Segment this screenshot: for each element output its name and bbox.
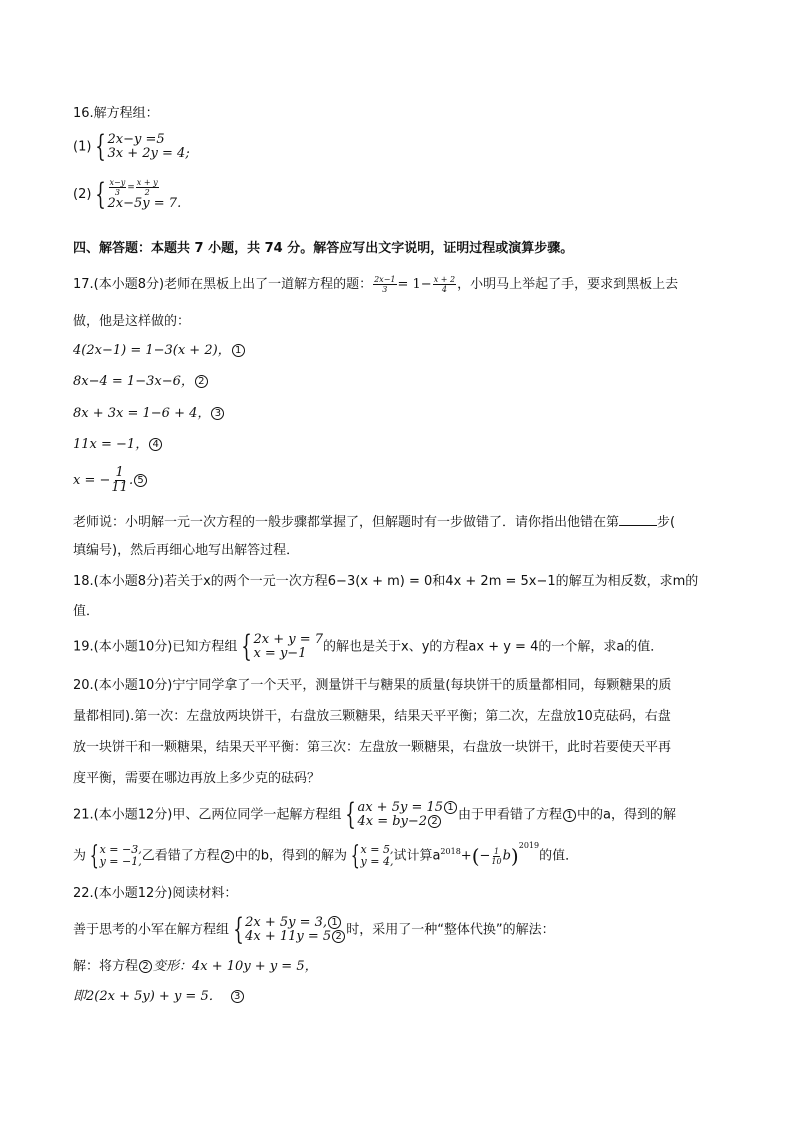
q17-step3-text: 8x + 3x = 1−6 + 4， bbox=[73, 406, 211, 421]
q17-frac2-den: 4 bbox=[441, 285, 447, 294]
q22-line3-post: 变形：4x + 10y + y = 5， bbox=[153, 959, 318, 974]
q17-line2: 做，他是这样做的： bbox=[73, 314, 191, 329]
q20-line3: 放一块饼干和一颗糖果，结果天平平衡：第三次：左盘放一颗糖果，右盘放一块饼干，此时若要使天平再 bbox=[73, 740, 672, 755]
q21-frac bbox=[491, 847, 501, 866]
q16-part2-label: (2) bbox=[73, 187, 92, 202]
q16-p2-end: . bbox=[177, 196, 182, 211]
q17-teacher-b: 步( bbox=[657, 515, 676, 530]
q20-line1: 20.(本小题10分)宁宁同学拿了一个天平，测量饼干与糖果的质量(每块饼干的质量都相同，每颗糖果的质 bbox=[73, 678, 672, 693]
q20-line4: 度平衡，需要在哪边再放上多少克的砝码？ bbox=[73, 771, 321, 786]
q21-exp1: 2018 bbox=[440, 847, 461, 857]
q16-p2-frac2-num: x + y bbox=[136, 178, 158, 187]
q22-line3 bbox=[73, 958, 318, 976]
q16-p2-frac1 bbox=[109, 178, 127, 197]
q19-eq2: x = y−1 bbox=[253, 646, 307, 661]
right-paren-icon: ) bbox=[510, 844, 519, 868]
q21-system bbox=[341, 797, 458, 832]
brace-icon: { bbox=[350, 841, 360, 871]
q21-calc: 试计算a bbox=[393, 848, 441, 864]
circled-two-icon: 2 bbox=[428, 815, 441, 828]
left-paren-icon: ( bbox=[471, 844, 480, 868]
q19-suffix: 的解也是关于x、y的方程ax + y = 4的一个解，求a的值． bbox=[323, 639, 664, 655]
brace-icon: { bbox=[95, 176, 107, 212]
q16-p2-frac2 bbox=[136, 178, 159, 197]
q17-step5-frac bbox=[111, 466, 128, 495]
q17-step1 bbox=[73, 342, 246, 360]
q21-eq2: 4x = by−2 bbox=[357, 814, 428, 829]
q22-line4-text: 即2(2x + 5y) + y = 5． bbox=[73, 989, 222, 1004]
q16-part2-system bbox=[91, 178, 181, 211]
q21-plus: + bbox=[460, 848, 472, 864]
q17-frac1-num: 2x−1 bbox=[374, 275, 396, 284]
q17-teacher bbox=[73, 512, 675, 532]
q21-s2a: x = 5, bbox=[360, 843, 394, 856]
section-header: 四、解答题：本题共 7 小题，共 74 分。解答应写出文字说明，证明过程或演算步骤。 bbox=[73, 241, 574, 256]
brace-icon: { bbox=[233, 912, 244, 947]
q17-step2 bbox=[73, 373, 209, 391]
q21-mid2: 中的a，得到的解 bbox=[577, 807, 677, 823]
q17-mid: = 1− bbox=[397, 277, 432, 292]
q21-l2-end: 的值． bbox=[539, 848, 579, 864]
q18-line2: 值． bbox=[73, 604, 100, 619]
q22-eq1: 2x + 5y = 3, bbox=[245, 915, 328, 930]
q17-step4-text: 11x = −1， bbox=[73, 437, 149, 452]
q17-teacher-line2: 填编号)，然后再细心地写出解答过程． bbox=[73, 543, 300, 558]
q21-s1a: x = −3, bbox=[99, 843, 142, 856]
answer-blank[interactable] bbox=[619, 512, 657, 526]
circled-one-icon: 1 bbox=[328, 916, 341, 929]
circled-two-icon: 2 bbox=[195, 375, 208, 388]
q17-frac1-den: 3 bbox=[382, 285, 388, 294]
q17-step5 bbox=[73, 466, 148, 495]
q18-line1: 18.(本小题8分)若关于x的两个一元一次方程6−3(x + m) = 0和4x + 2m = 5x−1的解互为相反数，求m的 bbox=[73, 574, 699, 589]
brace-icon: { bbox=[89, 841, 99, 871]
q22-line2-pre: 善于思考的小军在解方程组 bbox=[73, 922, 230, 938]
circled-one-icon: 1 bbox=[232, 344, 245, 357]
q22-system bbox=[229, 912, 346, 947]
q22-line2-post: 时，采用了一种“整体代换”的解法： bbox=[346, 922, 555, 938]
q17-step5-num: 1 bbox=[115, 465, 124, 480]
q19-prefix: 19.(本小题10分)已知方程组 bbox=[73, 639, 238, 655]
q21-prefix: 21.(本小题12分)甲、乙两位同学一起解方程组 bbox=[73, 807, 342, 823]
q17-step5-den: 11 bbox=[111, 480, 128, 495]
q21-l2-pre: 为 bbox=[73, 848, 87, 864]
q22-eq2: 4x + 11y = 5 bbox=[245, 929, 332, 944]
q19-eq1: 2x + y = 7 bbox=[253, 632, 324, 647]
q21-s1b: y = −1, bbox=[99, 855, 142, 868]
q16-p2-frac1-num: x−y bbox=[109, 178, 126, 187]
q17-frac1 bbox=[373, 275, 396, 294]
q16-p1-eq1: 2x−y =5 bbox=[107, 132, 165, 147]
circled-four-icon: 4 bbox=[149, 438, 162, 451]
q19 bbox=[73, 629, 664, 664]
circled-three-icon: 3 bbox=[211, 407, 224, 420]
q21-sol2 bbox=[347, 843, 393, 869]
q17-step4 bbox=[73, 436, 163, 454]
q17-step3 bbox=[73, 405, 225, 423]
q16-part1 bbox=[73, 129, 190, 164]
q16-p1-end: ; bbox=[185, 146, 190, 161]
q17-step1-text: 4(2x−1) = 1−3(x + 2)， bbox=[73, 343, 231, 358]
q21-s2b: y = 4, bbox=[360, 855, 394, 868]
q20-line2: 量都相同).第一次：左盘放两块饼干，右盘放三颗糖果，结果天平平衡；第二次，左盘放10克砝码，右盘 bbox=[73, 709, 671, 724]
q21-eq1: ax + 5y = 15 bbox=[357, 800, 444, 815]
circled-two-icon: 2 bbox=[332, 930, 345, 943]
q21-neg: − bbox=[479, 848, 491, 864]
circled-three-icon: 3 bbox=[231, 990, 244, 1003]
q16-p2-frac2-den: 2 bbox=[144, 188, 150, 197]
q16-p2-eq2: 2x−5y = 7 bbox=[107, 196, 178, 211]
q17-step5-end: . bbox=[128, 473, 134, 488]
q17-intro-text: 17.(本小题8分)老师在黑板上出了一道解方程的题： bbox=[73, 277, 373, 292]
q21-l2-mid: 乙看错了方程 bbox=[141, 848, 220, 864]
brace-icon: { bbox=[95, 129, 107, 164]
q17-frac2 bbox=[433, 275, 456, 294]
circled-five-icon: 5 bbox=[134, 474, 147, 487]
q21-l2-mid2: 中的b，得到的解为 bbox=[234, 848, 347, 864]
q21-mid: 由于甲看错了方程 bbox=[458, 807, 563, 823]
circled-two-icon: 2 bbox=[221, 850, 234, 863]
q17-teacher-a: 老师说：小明解一元一次方程的一般步骤都掌握了，但解题时有一步做错了．请你指出他错在第 bbox=[73, 515, 620, 530]
brace-icon: { bbox=[345, 797, 357, 832]
q17-step5-lhs: x = − bbox=[73, 473, 111, 488]
q22-line1: 22.(本小题12分)阅读材料： bbox=[73, 886, 238, 901]
q17-intro bbox=[73, 275, 678, 294]
q16-part2 bbox=[73, 178, 181, 211]
q16-title: 16.解方程组： bbox=[73, 106, 159, 121]
q16-p2-frac1-den: 3 bbox=[114, 188, 120, 197]
q21-exp2: 2019 bbox=[518, 841, 540, 851]
q17-intro-end: ，小明马上举起了手，要求到黑板上去 bbox=[457, 277, 679, 292]
q22-line2 bbox=[73, 912, 555, 947]
q21-line2 bbox=[73, 843, 578, 869]
q22-line4 bbox=[73, 988, 245, 1006]
q21-b: b bbox=[502, 848, 511, 864]
q16-part1-system bbox=[91, 129, 190, 164]
q21-frac-num: 1 bbox=[493, 846, 500, 856]
q16-part1-label: (1) bbox=[73, 139, 92, 155]
brace-icon: { bbox=[241, 629, 253, 664]
q21-frac-den: 10 bbox=[491, 856, 502, 866]
q16-p2-eq: = bbox=[127, 182, 135, 193]
circled-one-icon: 1 bbox=[563, 809, 576, 822]
q17-frac2-num: x + 2 bbox=[433, 275, 456, 284]
q21-sol1 bbox=[86, 843, 142, 869]
q17-step2-text: 8x−4 = 1−3x−6， bbox=[73, 374, 194, 389]
circled-one-icon: 1 bbox=[444, 801, 457, 814]
q16-p1-eq2: 3x + 2y = 4 bbox=[107, 146, 186, 161]
q21-line1 bbox=[73, 797, 677, 832]
circled-two-icon: 2 bbox=[139, 960, 152, 973]
q19-system bbox=[237, 629, 324, 664]
q22-line3-pre: 解：将方程 bbox=[73, 959, 139, 974]
